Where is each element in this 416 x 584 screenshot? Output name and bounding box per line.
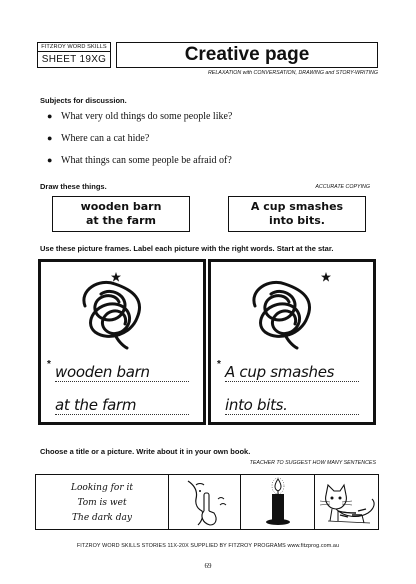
page-subtitle: RELAXATION with CONVERSATION, DRAWING and STORY-WRITING: [207, 70, 378, 76]
footer-text: FITZROY WORD SKILLS STORIES 11X-20X SUPPLIED BY FITZROY PROGRAMS www.fitzprog.com.au: [76, 543, 340, 549]
frame-label-line: wooden barn: [55, 363, 189, 382]
story-title: The dark day: [72, 513, 132, 523]
phrase-box-cup: [228, 196, 366, 232]
sheet-code: SHEET 19XG: [41, 54, 107, 65]
story-title: Looking for it: [71, 483, 133, 493]
series-name: FITZROY WORD SKILLS: [38, 43, 110, 52]
teacher-note: TEACHER TO SUGGEST HOW MANY SENTENCES: [249, 460, 376, 466]
start-asterisk: *: [47, 359, 51, 370]
frame-label-line: at the farm: [55, 396, 189, 415]
frames-instruction: Use these picture frames. Label each picture with the right words. Start at the star.: [40, 244, 334, 253]
picture-frame-cup: [208, 259, 376, 425]
bullet-icon: ●: [47, 133, 53, 143]
strip-divider: [168, 475, 169, 529]
story-title: Tom is wet: [77, 498, 127, 508]
draw-note: ACCURATE COPYING: [315, 184, 370, 190]
draw-label: Draw these things.: [40, 182, 107, 191]
frame-label-line: A cup smashes: [225, 363, 359, 382]
scribble-drawing: [245, 276, 325, 350]
discussion-question: ● What things can some people be afraid of?: [47, 155, 232, 166]
discussion-question: ● What very old things do some people like?: [47, 111, 233, 122]
strip-divider: [240, 475, 241, 529]
strip-divider: [314, 475, 315, 529]
frame-label-line: into bits.: [225, 396, 359, 415]
phrase-box-barn: [52, 196, 190, 232]
page-title: Creative page: [116, 42, 378, 68]
phrase-line: wooden barn: [80, 200, 162, 213]
sheet-id-box: [37, 42, 111, 68]
discussion-label: Subjects for discussion.: [40, 96, 127, 105]
start-asterisk: *: [217, 359, 221, 370]
story-choices-strip: [35, 474, 379, 530]
phrase-line: at the farm: [86, 214, 156, 227]
discussion-question: ● Where can a cat hide?: [47, 133, 150, 144]
page-number: 69: [204, 562, 212, 570]
bullet-icon: ●: [47, 111, 53, 121]
bullet-icon: ●: [47, 155, 53, 165]
scribble-drawing: [75, 276, 155, 350]
discussion-questions: [47, 110, 232, 176]
cat-icon: [318, 477, 378, 527]
phrase-line: A cup smashes: [250, 200, 344, 213]
picture-frame-barn: [38, 259, 206, 425]
shush-face-icon: [174, 477, 236, 527]
story-titles: [36, 475, 168, 529]
phrase-line: into bits.: [269, 214, 325, 227]
candle-icon: [248, 477, 308, 527]
story-instruction: Choose a title or a picture. Write about it in your own book.: [40, 447, 251, 456]
